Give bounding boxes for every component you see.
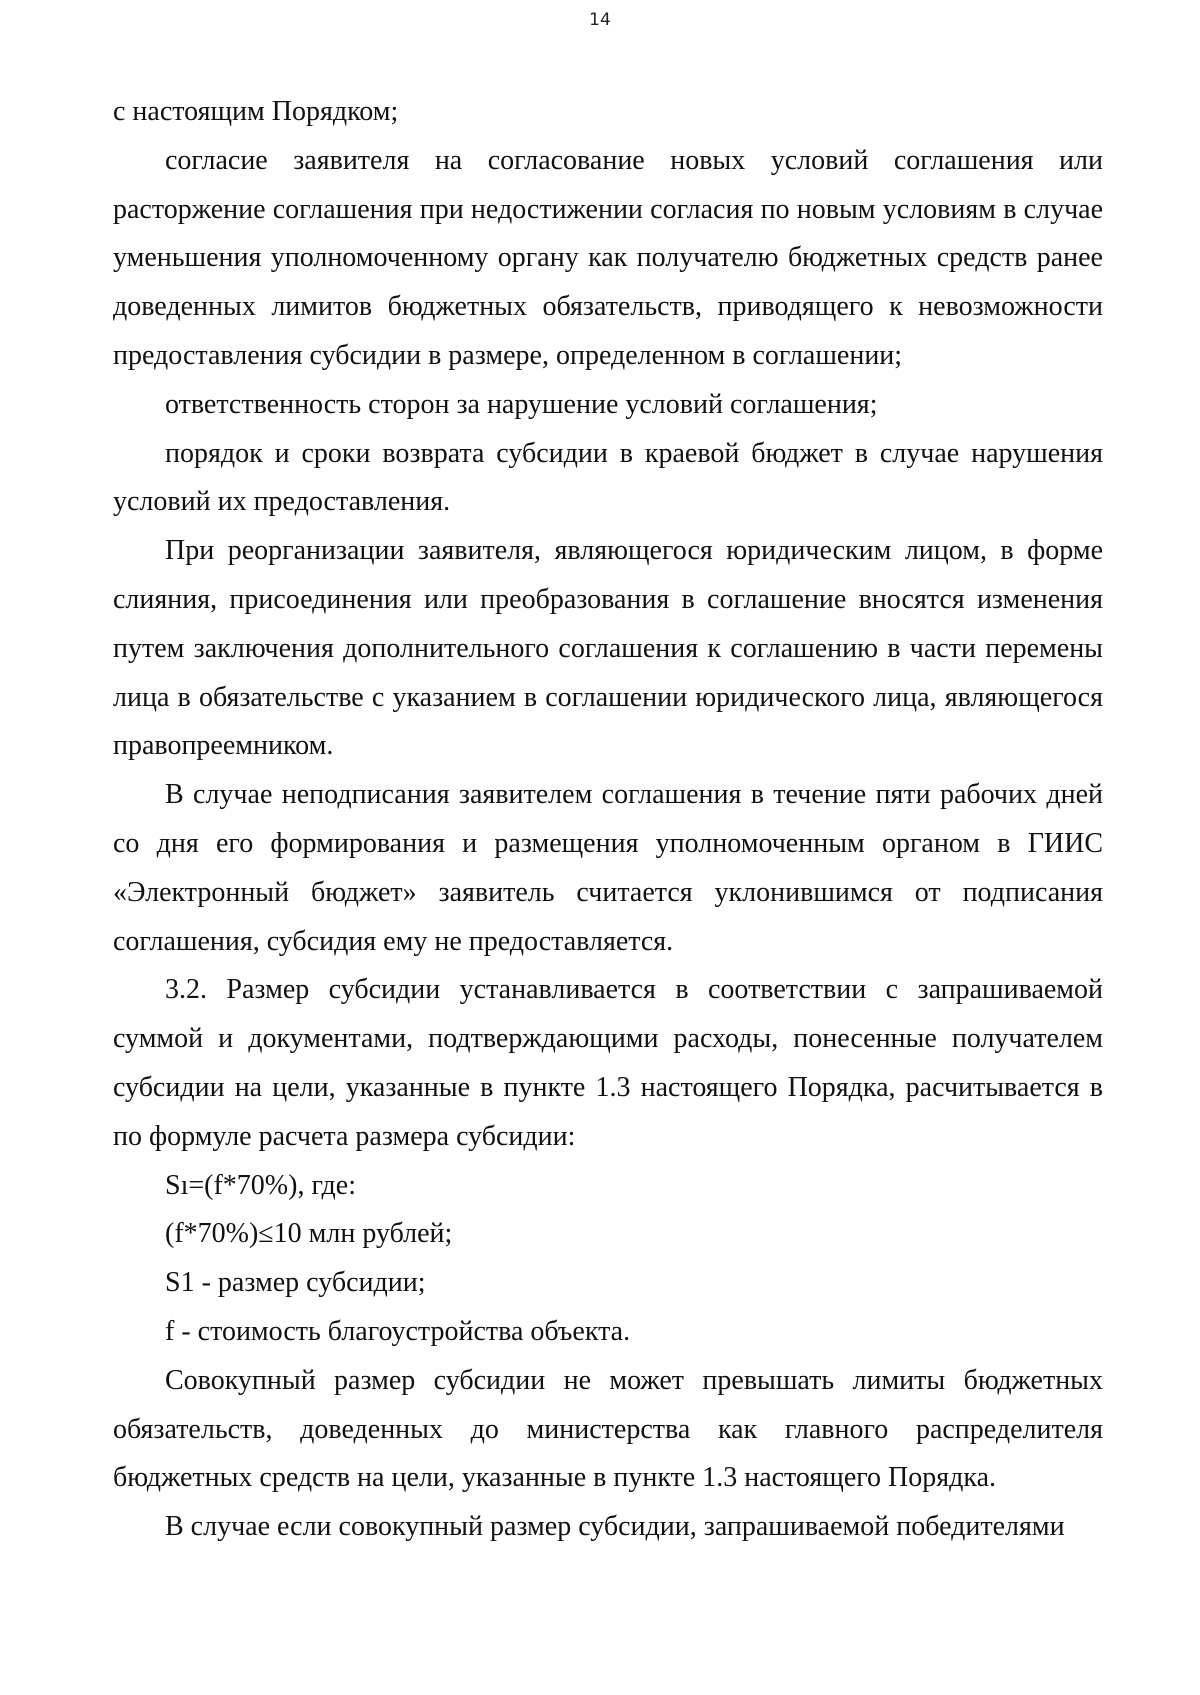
paragraph: В случае если совокупный размер субсидии, запрашиваемой победителями — [165, 1511, 1065, 1543]
paragraph: Совокупный размер субсидии не может превышать лимиты бюджетных обязательств, доведенных до министерства как главного распределителя бюджетных средств на цели, указанные в пункте 1.3 настоящего Порядка. — [113, 1364, 1103, 1494]
document-body — [113, 88, 1103, 1552]
paragraph: с настоящим Порядком; — [113, 96, 399, 127]
paragraph: порядок и сроки возврата субсидии в краевой бюджет в случае нарушения условий их предоставления. — [113, 437, 1103, 518]
formula-line: S1 - размер субсидии; — [165, 1267, 426, 1299]
formula-line: f - стоимость благоустройства объекта. — [165, 1315, 631, 1347]
page-number: 14 — [589, 10, 611, 30]
formula-line: Sı=(f*70%), где: — [165, 1169, 356, 1201]
paragraph: 3.2. Размер субсидии устанавливается в соответствии с запрашиваемой суммой и документами, подтверждающими расходы, понесенные получателем субсидии на цели, указанные в пункте 1.3 настоящего Порядка, расчитывается в по формуле расчета размера субсидии: — [113, 974, 1103, 1152]
formula-line: (f*70%)≤10 млн рублей; — [165, 1218, 453, 1250]
paragraph: согласие заявителя на согласование новых условий соглашения или расторжение соглашения при недостижении согласия по новым условиям в случае уменьшения уполномоченному органу как получателю бюджетных средств ранее доведенных лимитов бюджетных обязательств, приводящего к невозможности предоставления субсидии в размере, определенном в соглашении; — [113, 144, 1103, 371]
paragraph: ответственность сторон за нарушение условий соглашения; — [165, 388, 878, 420]
paragraph: При реорганизации заявителя, являющегося юридическим лицом, в форме слияния, присоединения или преобразования в соглашение вносятся изменения путем заключения дополнительного соглашения к соглашению в части перемены лица в обязательстве с указанием в соглашении юридического лица, являющегося правопреемником. — [113, 535, 1103, 762]
paragraph: В случае неподписания заявителем соглашения в течение пяти рабочих дней со дня его формирования и размещения уполномоченным органом в ГИИС «Электронный бюджет» заявитель считается уклонившимся от подписания соглашения, субсидия ему не предоставляется. — [113, 779, 1103, 957]
